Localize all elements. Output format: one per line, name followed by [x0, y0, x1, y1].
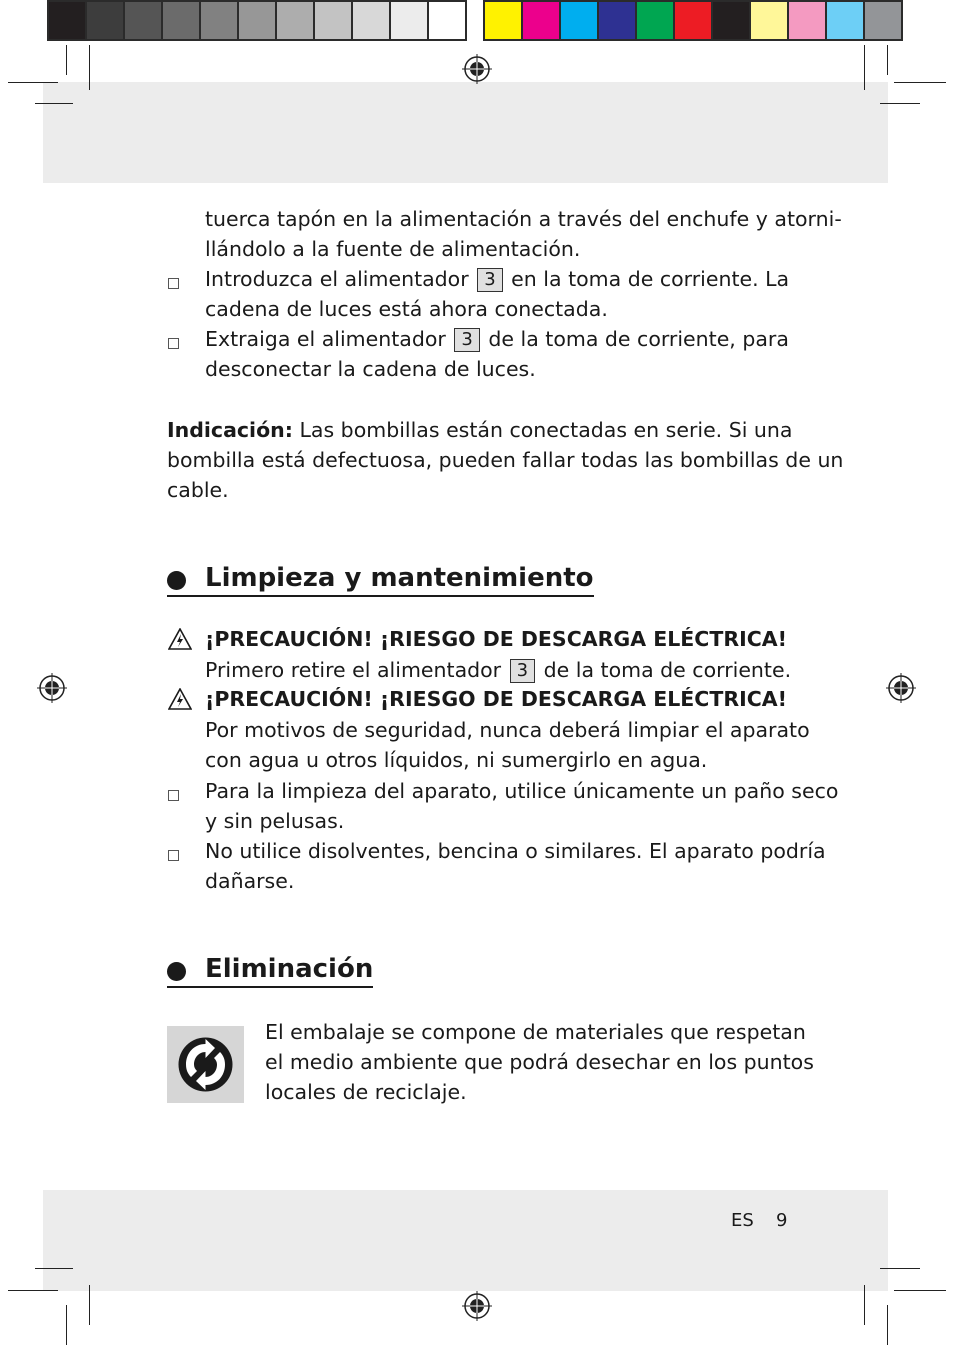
part-reference-badge: 3 — [510, 659, 535, 683]
bullet-checkbox-icon — [168, 790, 179, 801]
crop-mark — [864, 1285, 865, 1325]
disposal-text-line: El embalaje se compone de materiales que respetan — [265, 1020, 806, 1044]
language-code: ES — [731, 1210, 754, 1231]
crop-mark — [89, 45, 90, 90]
crop-mark — [8, 82, 58, 83]
warning-text-line: con agua u otros líquidos, ni sumergirlo en agua. — [205, 748, 708, 772]
note-text: Las bombillas están conectadas en serie. Si una — [299, 418, 793, 442]
color-swatch — [239, 2, 275, 39]
bullet-text: Extraiga el alimentador — [205, 327, 446, 351]
crop-mark — [880, 1268, 920, 1269]
green-dot-symbol — [167, 1026, 244, 1103]
crop-mark — [880, 103, 920, 104]
color-swatch — [751, 2, 787, 39]
color-swatch — [315, 2, 351, 39]
page-number: 9 — [776, 1210, 788, 1231]
footer-band — [43, 1190, 888, 1291]
crop-mark — [66, 45, 67, 75]
note-label: Indicación: — [167, 418, 293, 442]
note-line — [167, 418, 792, 442]
color-swatch — [713, 2, 749, 39]
color-swatch — [125, 2, 161, 39]
crop-mark — [89, 1285, 90, 1325]
bullet-checkbox-icon — [168, 278, 179, 289]
color-swatch — [201, 2, 237, 39]
bullet-text-line: Para la limpieza del aparato, utilice únicamente un paño seco — [205, 779, 839, 803]
crop-mark — [8, 1290, 58, 1291]
bullet-text-line: dañarse. — [205, 869, 295, 893]
crop-mark — [864, 45, 865, 90]
bullet-text: en la toma de corriente. La — [511, 267, 790, 291]
crop-mark — [35, 103, 73, 104]
color-swatch — [353, 2, 389, 39]
registration-mark-icon — [462, 54, 492, 84]
color-swatch — [391, 2, 427, 39]
bullet-text-line: y sin pelusas. — [205, 809, 345, 833]
color-swatch — [87, 2, 123, 39]
body-text-line: llándolo a la fuente de alimentación. — [205, 237, 581, 261]
warning-text-line: Por motivos de seguridad, nunca deberá limpiar el aparato — [205, 718, 810, 742]
bullet-checkbox-icon — [168, 850, 179, 861]
section-heading-label: Limpieza y mantenimiento — [167, 563, 594, 597]
warning-triangle-icon — [168, 628, 192, 650]
color-swatch — [523, 2, 559, 39]
warning-text-line — [205, 658, 791, 683]
warning-text: Primero retire el alimentador — [205, 658, 502, 682]
warning-title: ¡PRECAUCIÓN! ¡RIESGO DE DESCARGA ELÉCTRICA! — [205, 687, 787, 711]
crop-mark — [887, 1305, 888, 1345]
bullet-checkbox-icon — [168, 338, 179, 349]
color-swatch — [599, 2, 635, 39]
bullet-item — [205, 267, 789, 292]
color-swatch — [789, 2, 825, 39]
bullet-text-line: No utilice disolventes, bencina o similares. El aparato podría — [205, 839, 826, 863]
header-band — [43, 82, 888, 183]
color-swatch — [277, 2, 313, 39]
crop-mark — [894, 82, 946, 83]
warning-text: de la toma de corriente. — [543, 658, 792, 682]
crop-mark — [35, 1268, 73, 1269]
registration-mark-icon — [462, 1291, 492, 1321]
section-heading-label: Eliminación — [167, 954, 373, 988]
part-reference-badge: 3 — [477, 268, 502, 292]
section-heading-disposal — [167, 954, 373, 984]
color-swatch — [865, 2, 901, 39]
bullet-text-line: desconectar la cadena de luces. — [205, 357, 536, 381]
part-reference-badge: 3 — [454, 328, 479, 352]
bullet-text: Introduzca el alimentador — [205, 267, 469, 291]
color-swatch — [163, 2, 199, 39]
color-swatch — [675, 2, 711, 39]
disposal-text-line: locales de reciclaje. — [265, 1080, 467, 1104]
registration-mark-icon — [886, 673, 916, 703]
warning-title: ¡PRECAUCIÓN! ¡RIESGO DE DESCARGA ELÉCTRICA! — [205, 627, 787, 651]
section-heading-cleaning — [167, 563, 594, 593]
crop-mark — [894, 1290, 946, 1291]
color-swatch — [485, 2, 521, 39]
note-line: bombilla está defectuosa, pueden fallar todas las bombillas de un — [167, 448, 844, 472]
crop-mark — [66, 1305, 67, 1345]
registration-mark-icon — [37, 673, 67, 703]
gray-color-bar — [47, 0, 467, 41]
crop-mark — [887, 45, 888, 75]
color-bar — [483, 0, 903, 41]
body-text-line: tuerca tapón en la alimentación a través del enchufe y atorni- — [205, 207, 842, 231]
color-swatch — [637, 2, 673, 39]
color-swatch — [827, 2, 863, 39]
color-swatch — [561, 2, 597, 39]
color-swatch — [429, 2, 465, 39]
bullet-item — [205, 327, 789, 352]
bullet-text-line: cadena de luces está ahora conectada. — [205, 297, 608, 321]
color-swatch — [49, 2, 85, 39]
recycle-icon — [167, 1026, 244, 1103]
disposal-text-line: el medio ambiente que podrá desechar en los puntos — [265, 1050, 814, 1074]
note-line: cable. — [167, 478, 229, 502]
warning-triangle-icon — [168, 688, 192, 710]
bullet-text: de la toma de corriente, para — [488, 327, 789, 351]
